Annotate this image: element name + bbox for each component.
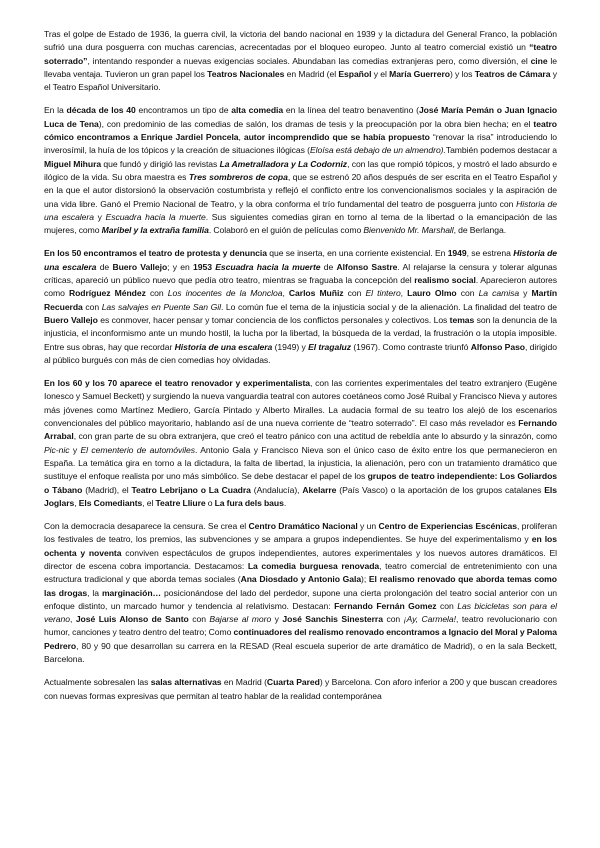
text-run: Historia de una escalera <box>44 198 558 222</box>
text-run: José Sanchis Sinesterra <box>282 614 383 625</box>
text-run: , <box>282 288 289 299</box>
text-run: . Colaboró en el guión de películas como <box>208 225 364 236</box>
text-run: , con las que rompió tópicos, y mostró el lado absurdo e ilógico de la vida. Su obra maestra es <box>44 158 557 182</box>
text-run: , el <box>142 497 156 508</box>
text-run: grupos de teatro independiente: Los Goliardos o Tábano <box>44 471 558 495</box>
paragraph-decades-60s-70s <box>44 377 557 510</box>
text-run: Escuadra hacia la muerte <box>105 211 206 222</box>
text-run: Las salvajes en Puente San Gil <box>101 301 221 312</box>
text-run: Tres sombreros de copa <box>188 171 288 182</box>
text-run: Els Joglars <box>44 484 557 508</box>
text-run: (País Vasco) o la aportación de los grupos catalanes <box>336 484 545 495</box>
text-run: , con gran parte de su obra extranjera, que creó el teatro pánico con una actitud de rebeldía ante lo absurdo y la sinrazón, como <box>73 431 557 442</box>
text-run: de <box>96 261 113 272</box>
text-run: (Madrid), el <box>82 484 132 495</box>
text-run: . Lo común fue el tema de la injusticia social y de la alienación. La finalidad del teatro de <box>220 301 558 312</box>
text-run: que se inserta, en una corriente existencial. En <box>266 248 448 259</box>
text-run: teatro cómico encontramos a Enrique Jardiel Poncela <box>44 118 557 143</box>
text-run: Alfonso Sastre <box>336 261 398 272</box>
text-run: de <box>320 261 337 272</box>
text-run: Alfonso Paso <box>470 341 526 352</box>
text-run: década de los 40 <box>66 105 136 116</box>
paragraph-postwar-context <box>44 28 557 94</box>
text-run: Teatros de Cámara <box>474 68 551 79</box>
text-run: Martín Recuerda <box>44 288 558 312</box>
text-run: La comedia burguesa renovada <box>247 560 380 571</box>
text-run: y un <box>357 521 379 532</box>
document-page <box>44 28 557 703</box>
text-run: alta comedia <box>231 105 284 116</box>
text-run: con <box>436 600 458 611</box>
text-run: , <box>69 614 76 625</box>
text-run: y <box>69 444 81 455</box>
text-run: ) y los <box>449 68 475 79</box>
text-run: ¡Ay, Carmela! <box>403 614 456 625</box>
paragraph-current-alternative-venues <box>44 676 557 703</box>
text-run: que fundó y dirigió las revistas <box>101 158 220 169</box>
text-run: con <box>456 288 479 299</box>
text-run: continuadores del realismo renovado encontramos a Ignacio del Moral y Paloma Pedrero <box>44 627 557 651</box>
text-run: El cementerio de automóviles <box>80 444 195 455</box>
text-run: “teatro soterrado” <box>44 42 557 66</box>
text-run: Tras el golpe de Estado de 1936, la guerra civil, la victoria del bando nacional en 1939 y la dictadura del General Franco, la población sufrió una dura posguerra con muchas carencias, acrecentadas por el bloqueo europeo. Junto al teatro comercial existió un <box>44 29 557 53</box>
text-run: José Luis Alonso de Santo <box>75 614 189 625</box>
text-run: en Madrid ( <box>221 677 267 688</box>
text-run: , la <box>87 587 102 598</box>
text-run: o <box>205 497 215 508</box>
text-run: , de Berlanga. <box>453 225 507 236</box>
text-run: Historia de una escalera <box>44 248 558 272</box>
text-run: María Guerrero <box>389 68 450 79</box>
text-run: Español <box>338 68 372 79</box>
text-run: . <box>283 497 287 508</box>
text-run: Las bicicletas son para el verano <box>44 600 557 625</box>
text-run: El realismo renovado que aborda temas como las drogas <box>44 574 557 598</box>
text-run: , dirigido al público burgués con más de cien comedias hoy olvidadas. <box>44 341 557 365</box>
text-run: Fernando Fernán Gomez <box>334 600 437 611</box>
text-run: Pic-nic <box>44 444 70 455</box>
text-run: Akelarre <box>302 484 337 495</box>
text-run: Historia de una escalera <box>174 341 273 352</box>
text-run: temas <box>449 314 475 325</box>
text-run: , que se estrenó 20 años después de ser escrita en el Teatro Español y en la que el autor distorsionó la observación costumbrista y reflejó el conflicto entre los convencionalismos sociales y la aspiración de una vida libre. Ganó el Premio Nacional de Teatro, y la obra conforma el trío fundamental del teatro de posguerra junto con <box>44 171 557 209</box>
text-run: . Al relajarse la censura y tolerar algunas críticas, apareció un público nuevo que pedía otro teatro, mientras se fraguaba la concepción del <box>44 261 558 286</box>
text-run: Eloísa está debajo de un almendro). <box>309 145 446 156</box>
text-run: En la <box>44 105 67 116</box>
text-run: (1949) y <box>272 341 309 352</box>
text-run: , intentando responder a nuevas exigencias sociales. Abundaban las comedias extranjeras pero, como diversión, el <box>87 55 531 66</box>
text-run: Teatros Nacionales <box>207 68 285 79</box>
text-run: con <box>82 301 102 312</box>
text-run: El tintero <box>365 288 401 299</box>
text-run: conviven espectáculos de grupos independientes, autores experimentales y los nuevos autores dramáticos. El director de escena cobra importancia. Destacamos: <box>44 547 557 571</box>
text-run: Bajarse al moro <box>209 614 272 625</box>
text-run: Teatre Lliure <box>155 497 206 508</box>
text-run: Miguel Mihura <box>44 158 102 169</box>
text-run: También podemos destacar a <box>445 145 557 156</box>
text-run: y el <box>371 68 390 79</box>
text-run: (1967). Como contraste triunfó <box>350 341 471 352</box>
text-run: , se estrena <box>466 248 514 259</box>
text-run: ; y en <box>167 261 194 272</box>
text-run: En los 50 encontramos el teatro de protesta y denuncia <box>44 248 267 259</box>
text-run: “renovar la risa” introduciendo lo inverosímil, la huía de los tópicos y la creación de situaciones ilógicas ( <box>44 132 557 156</box>
text-run: 1949 <box>447 248 467 259</box>
text-run: Cuarta Pared <box>266 677 320 688</box>
text-run: La Ametralladora y La Codorniz <box>219 158 348 169</box>
text-run: y <box>519 288 532 299</box>
text-run: La fura dels baus <box>214 497 284 508</box>
text-run: Buero Vallejo <box>112 261 168 272</box>
text-run: Bienvenido Mr. Marshall <box>363 225 454 236</box>
text-run: y el Teatro Español Universitario. <box>44 68 557 93</box>
text-run: ) y Barcelona. Con aforo inferior a 200 y que buscan creadores con nuevas formas expresivas que permitan al teatro hablar de la realidad contemporánea <box>44 677 557 701</box>
text-run: Buero Vallejo <box>44 314 98 325</box>
paragraph-decade-50s <box>44 247 557 367</box>
text-run: , con las corrientes experimentales del teatro extranjero (Eugène Ionesco y Samuel Beckett) y surgiendo la nueva vanguardia teatral con autores coetáneos como José Ruibal y Francisco Nieva y autores más jóvenes como Martínez Mediero, García Pintado y Alberto Miralles. La audacia formal de su teatro los alejó de los escenarios convencionales del público mayoritario, hablando así de una nueva corriente de “teatro soterrado”. El caso más revelador es <box>44 378 557 429</box>
text-run: con <box>382 614 404 625</box>
text-run: es conmover, hacer pensar y tomar conciencia de los conflictos personales y colectivos. Los <box>97 314 450 325</box>
text-run: son la denuncia de la injusticia, el inconformismo ante un mundo hostil, la lucha por la libertad, la búsqueda de la verdad, la frustración o la utopía imposible. Entre sus obras, hay que recordar <box>44 314 557 352</box>
text-run: Rodríguez Méndez <box>68 288 146 299</box>
text-run: Carlos Muñiz <box>288 288 344 299</box>
text-run: Centro de Experiencias Escénicas <box>378 521 517 532</box>
text-run: En los 60 y los 70 aparece el teatro renovador y experimentalista <box>44 378 311 389</box>
text-run: , teatro comercial de entretenimiento con una estructura tradicional y que aborda temas sociales ( <box>44 560 557 585</box>
text-run: le llevaba ventaja. Tuvieron un gran papel los <box>44 55 557 79</box>
text-run: (Andalucía), <box>250 484 303 495</box>
text-run: Los inocentes de la Moncloa <box>167 288 283 299</box>
text-run: José María Pemán o Juan Ignacio Luca de Tena <box>44 105 558 129</box>
text-run: La camisa <box>478 288 520 299</box>
text-run: Els Comediants <box>78 497 143 508</box>
text-run: y <box>93 211 106 222</box>
text-run: en Madrid (el <box>284 68 339 79</box>
text-run: marginación… <box>101 587 162 598</box>
text-run: Ana Diosdado y Antonio Gala <box>240 574 362 585</box>
text-run: , teatro revolucionario con humor, canciones y teatro dentro del teatro; Como <box>44 614 557 638</box>
text-run: realismo social <box>414 275 476 286</box>
text-run: y <box>271 614 283 625</box>
text-run: , 80 y 90 que desarrollan su carrera en la RESAD (Real escuela superior de arte dramático de Madrid), o en la sala Beckett, Barcelona. <box>44 640 557 665</box>
text-run: ), con predominio de las comedias de salón, los dramas de tesis y la preocupación por la obra bien hecha; en el <box>98 118 534 129</box>
text-run: con <box>188 614 210 625</box>
text-run: Fernando Arrabal <box>44 418 557 442</box>
text-run: . Aparecieron autores como <box>44 275 558 299</box>
text-run: Escuadra hacia la muerte <box>215 261 321 272</box>
text-run: Con la democracia desaparece la censura. Se crea el <box>44 521 249 532</box>
text-run: con <box>145 288 168 299</box>
text-run: Lauro Olmo <box>407 288 457 299</box>
text-run: . Antonio Gala y Francisco Nieva son el único caso de éxito entre los que permanecieron en España. La temática gira en torno a la dictadura, la falta de libertad, la injusticia, la alienación, pero con un tratamiento dramático que sustituye el enfoque realista por uno más simbólico. Se debe destacar el papel de los <box>44 444 557 482</box>
text-run: posicionándose del lado del perdedor, supone una cierta prolongación del teatro social anterior con un enfoque distinto, un marcado humor y tendencia al relativismo. Destacan: <box>44 587 557 611</box>
text-run: autor incomprendido que se había propuesto <box>243 132 430 143</box>
text-run: en la línea del teatro benaventino ( <box>283 105 419 116</box>
text-run: , <box>238 132 244 143</box>
text-run: El tragaluz <box>308 341 351 352</box>
text-run: encontramos un tipo de <box>135 105 232 116</box>
paragraph-democracy <box>44 520 557 666</box>
text-run: Actualmente sobresalen las <box>44 677 151 688</box>
text-run: Teatro Lebrijano o La Cuadra <box>131 484 251 495</box>
text-run: 1953 <box>193 261 212 272</box>
text-run: , proliferan los festivales de teatro, los premios, las subvenciones y se ampara a grupos independientes. Se huye del experimentalismo y <box>44 521 557 545</box>
text-run: Maribel y la extraña familia <box>101 225 209 236</box>
text-run: , <box>74 497 79 508</box>
text-run: , <box>400 288 408 299</box>
text-run: con <box>343 288 366 299</box>
text-run: . Sus siguientes comedias giran en torno al tema de la libertad o la emancipación de las mujeres, como <box>44 211 557 236</box>
text-run: en los ochenta y noventa <box>44 534 557 558</box>
text-run: salas alternativas <box>150 677 222 688</box>
text-run: ); <box>361 574 369 585</box>
text-run: Centro Dramático Nacional <box>248 521 358 532</box>
text-run: cine <box>530 55 548 66</box>
paragraph-decade-40s <box>44 104 557 237</box>
